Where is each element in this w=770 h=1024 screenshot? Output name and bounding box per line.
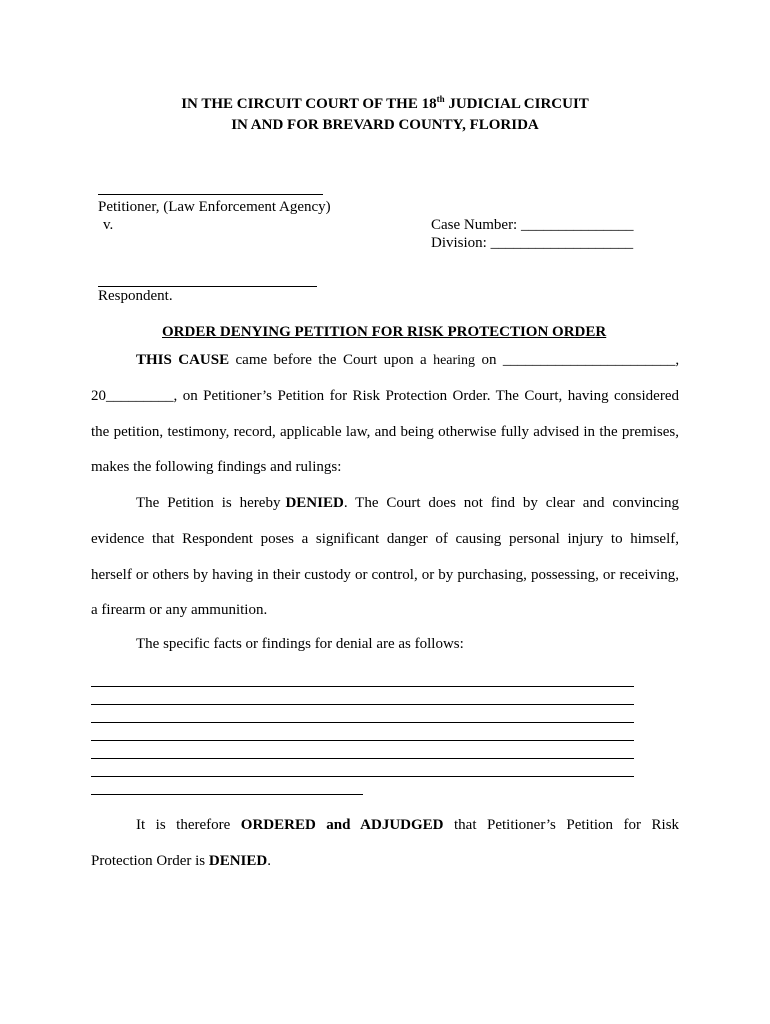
order-title: ORDER DENYING PETITION FOR RISK PROTECTION ORDER [162,324,607,340]
this-cause-text: THIS CAUSE [136,352,230,368]
county-heading: IN AND FOR BREVARD COUNTY, FLORIDA [231,117,539,133]
word: before [273,352,312,368]
court-heading [0,96,770,113]
word: on [481,352,497,368]
paragraph-1-line-2: 20_________, on Petitioner’s Petition for Risk Protection Order. The Court, having considered [91,388,679,404]
findings-line[interactable] [91,686,634,687]
findings-line[interactable] [91,740,634,741]
word: came [235,352,268,368]
word: the [318,352,337,368]
versus-label: v. [103,217,114,233]
case-number-field[interactable]: Case Number: _______________ [431,217,634,233]
court-line-text: IN THE CIRCUIT COURT OF THE 18 [181,96,437,112]
paragraph-2-line-1 [136,493,679,513]
text: . The Court does not find by clear and convincing [343,495,679,511]
text: Protection Order is [91,853,206,869]
findings-intro: The specific facts or findings for denial are as follows: [136,636,464,652]
paragraph-4-line-2 [91,851,271,871]
findings-line[interactable] [91,704,634,705]
respondent-label: Respondent. [98,288,173,304]
findings-line[interactable] [91,794,363,795]
hearing-date-blank[interactable]: _______________________, [502,352,680,368]
petitioner-signature-line [98,194,323,195]
court-line-suffix: JUDICIAL CIRCUIT [444,96,589,112]
paragraph-1-line-4: makes the following findings and rulings: [91,459,342,475]
findings-line[interactable] [91,776,634,777]
paragraph-2-line-2: evidence that Respondent poses a significant danger of causing personal injury to himself, [91,531,679,547]
division-field[interactable]: Division: ___________________ [431,235,634,251]
word: Court [343,352,378,368]
findings-line[interactable] [91,758,634,759]
text: It is therefore [136,817,231,833]
word: a [419,352,427,368]
respondent-signature-line [98,286,317,287]
paragraph-2-line-3: herself or others by having in their custody or control, or by purchasing, possessing, or receiving, [91,567,679,583]
hearing-word: hearing [433,353,476,368]
paragraph-1-line-3: the petition, testimony, record, applicable law, and being otherwise fully advised in the premises, [91,424,679,440]
findings-line[interactable] [91,722,634,723]
paragraph-1-line-1 [136,350,679,371]
word: upon [383,352,414,368]
denied-text: DENIED [208,853,268,869]
paragraph-2-line-4: a firearm or any ammunition. [91,602,268,618]
denied-text: DENIED [285,495,344,511]
text: . [267,853,271,869]
petitioner-label: Petitioner, (Law Enforcement Agency) [98,199,331,215]
text: The Petition is hereby [136,495,281,511]
text: that Petitioner’s Petition for Risk [454,817,680,833]
ordered-adjudged-text: ORDERED and ADJUDGED [240,817,444,833]
ordinal-suffix: th [436,94,445,104]
paragraph-4-line-1 [136,815,679,835]
